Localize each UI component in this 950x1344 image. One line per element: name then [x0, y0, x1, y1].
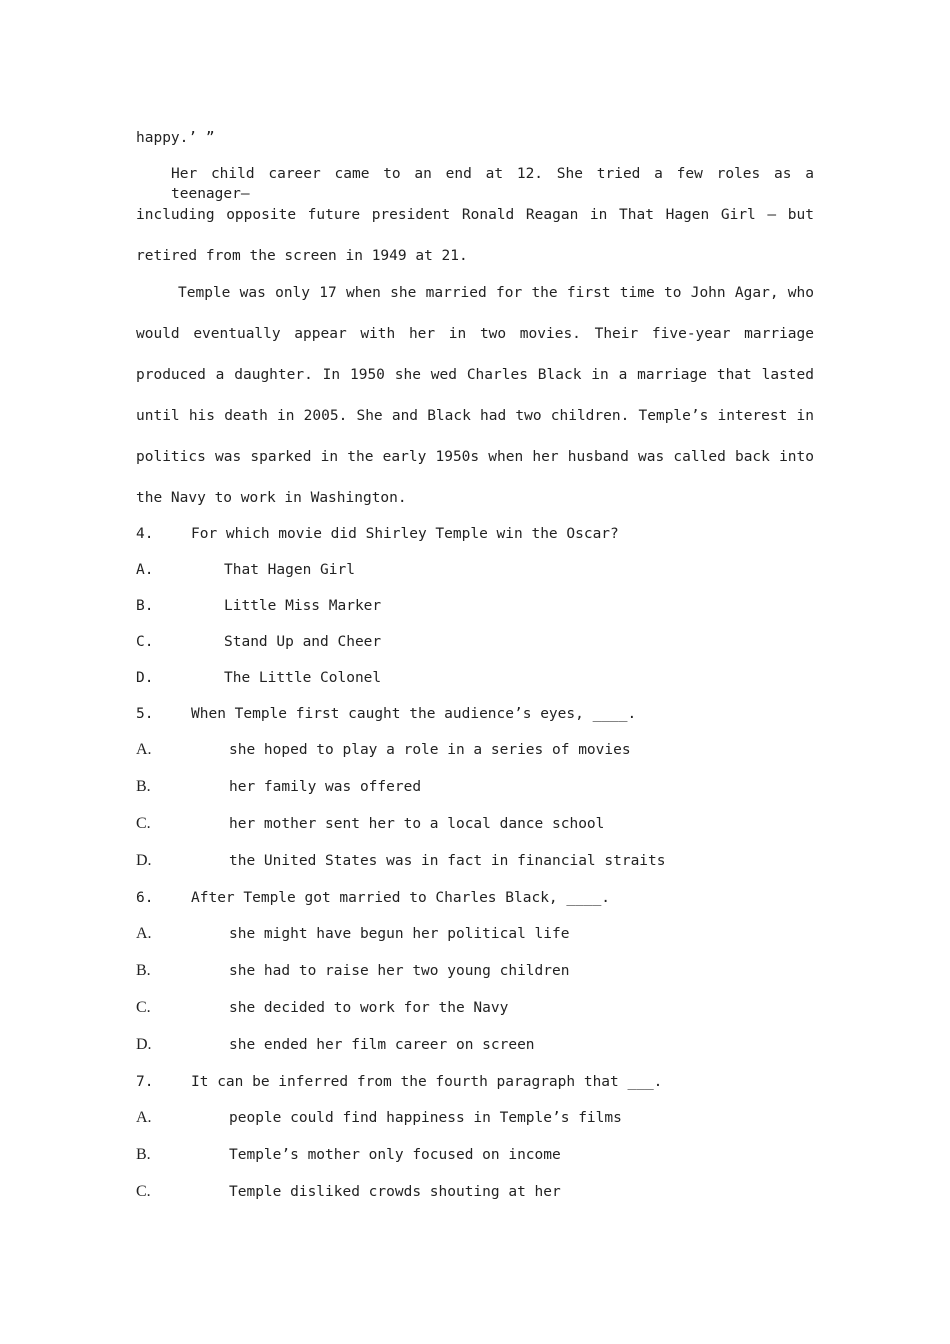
option-letter: C.	[136, 815, 151, 832]
option-letter: B.	[136, 598, 154, 614]
option-text: her mother sent her to a local dance school	[229, 816, 605, 832]
question-text: For which movie did Shirley Temple win the Oscar?	[191, 526, 619, 542]
option-letter: A.	[136, 1109, 152, 1126]
option-letter: A.	[136, 562, 154, 578]
option-text: Temple’s mother only focused on income	[229, 1147, 561, 1163]
option-7c	[136, 1182, 561, 1202]
question-number: 4.	[136, 526, 154, 542]
option-6a	[136, 924, 569, 944]
question-5	[136, 704, 814, 724]
option-5c	[136, 814, 604, 834]
passage-line: including opposite future president Ronald Reagan in That Hagen Girl – but	[136, 207, 814, 223]
option-text: That Hagen Girl	[224, 562, 355, 578]
option-text: people could find happiness in Temple’s films	[229, 1110, 622, 1126]
option-text: her family was offered	[229, 779, 422, 795]
option-text: she ended her film career on screen	[229, 1037, 535, 1053]
option-letter: B.	[136, 962, 151, 979]
option-letter: C.	[136, 1183, 151, 1200]
question-text: It can be inferred from the fourth paragraph that ___.	[191, 1074, 663, 1090]
question-6	[136, 888, 814, 908]
option-letter: A.	[136, 925, 152, 942]
option-letter: B.	[136, 1146, 151, 1163]
option-text: Little Miss Marker	[224, 598, 382, 614]
question-number: 5.	[136, 706, 154, 722]
option-4b	[136, 596, 381, 616]
passage-line: Temple was only 17 when she married for the first time to John Agar, who	[178, 285, 814, 301]
option-letter: D.	[136, 852, 152, 869]
passage-line: would eventually appear with her in two movies. Their five-year marriage	[136, 326, 814, 342]
passage-line: produced a daughter. In 1950 she wed Charles Black in a marriage that lasted	[136, 367, 814, 383]
passage-line: Her child career came to an end at 12. She tried a few roles as a teenager—	[171, 166, 814, 202]
passage-line: until his death in 2005. She and Black had two children. Temple’s interest in	[136, 408, 814, 424]
option-4c	[136, 632, 381, 652]
option-letter: C.	[136, 634, 154, 650]
option-text: she hoped to play a role in a series of movies	[229, 742, 631, 758]
option-letter: B.	[136, 778, 151, 795]
option-4d	[136, 668, 381, 688]
option-text: she had to raise her two young children	[229, 963, 570, 979]
option-6c	[136, 998, 508, 1018]
question-4	[136, 524, 814, 544]
passage-line: the Navy to work in Washington.	[136, 490, 407, 506]
question-number: 6.	[136, 890, 154, 906]
question-text: After Temple got married to Charles Black, ____.	[191, 890, 611, 906]
question-text: When Temple first caught the audience’s eyes, ____.	[191, 706, 637, 722]
question-7	[136, 1072, 814, 1092]
option-4a	[136, 560, 355, 580]
passage-line: politics was sparked in the early 1950s when her husband was called back into	[136, 449, 814, 465]
option-text: she might have begun her political life	[229, 926, 570, 942]
option-text: she decided to work for the Navy	[229, 1000, 509, 1016]
option-text: The Little Colonel	[224, 670, 382, 686]
option-text: Temple disliked crowds shouting at her	[229, 1184, 561, 1200]
option-6d	[136, 1035, 535, 1055]
option-7b	[136, 1145, 561, 1165]
option-letter: D.	[136, 670, 154, 686]
passage-line: happy.’ ”	[136, 130, 215, 146]
option-5b	[136, 777, 421, 797]
option-letter: A.	[136, 741, 152, 758]
passage-line: retired from the screen in 1949 at 21.	[136, 248, 468, 264]
option-6b	[136, 961, 569, 981]
question-number: 7.	[136, 1074, 154, 1090]
option-7a	[136, 1108, 622, 1128]
option-text: Stand Up and Cheer	[224, 634, 382, 650]
option-5a	[136, 740, 631, 760]
option-text: the United States was in fact in financial straits	[229, 853, 666, 869]
option-letter: D.	[136, 1036, 152, 1053]
option-5d	[136, 851, 666, 871]
option-letter: C.	[136, 999, 151, 1016]
